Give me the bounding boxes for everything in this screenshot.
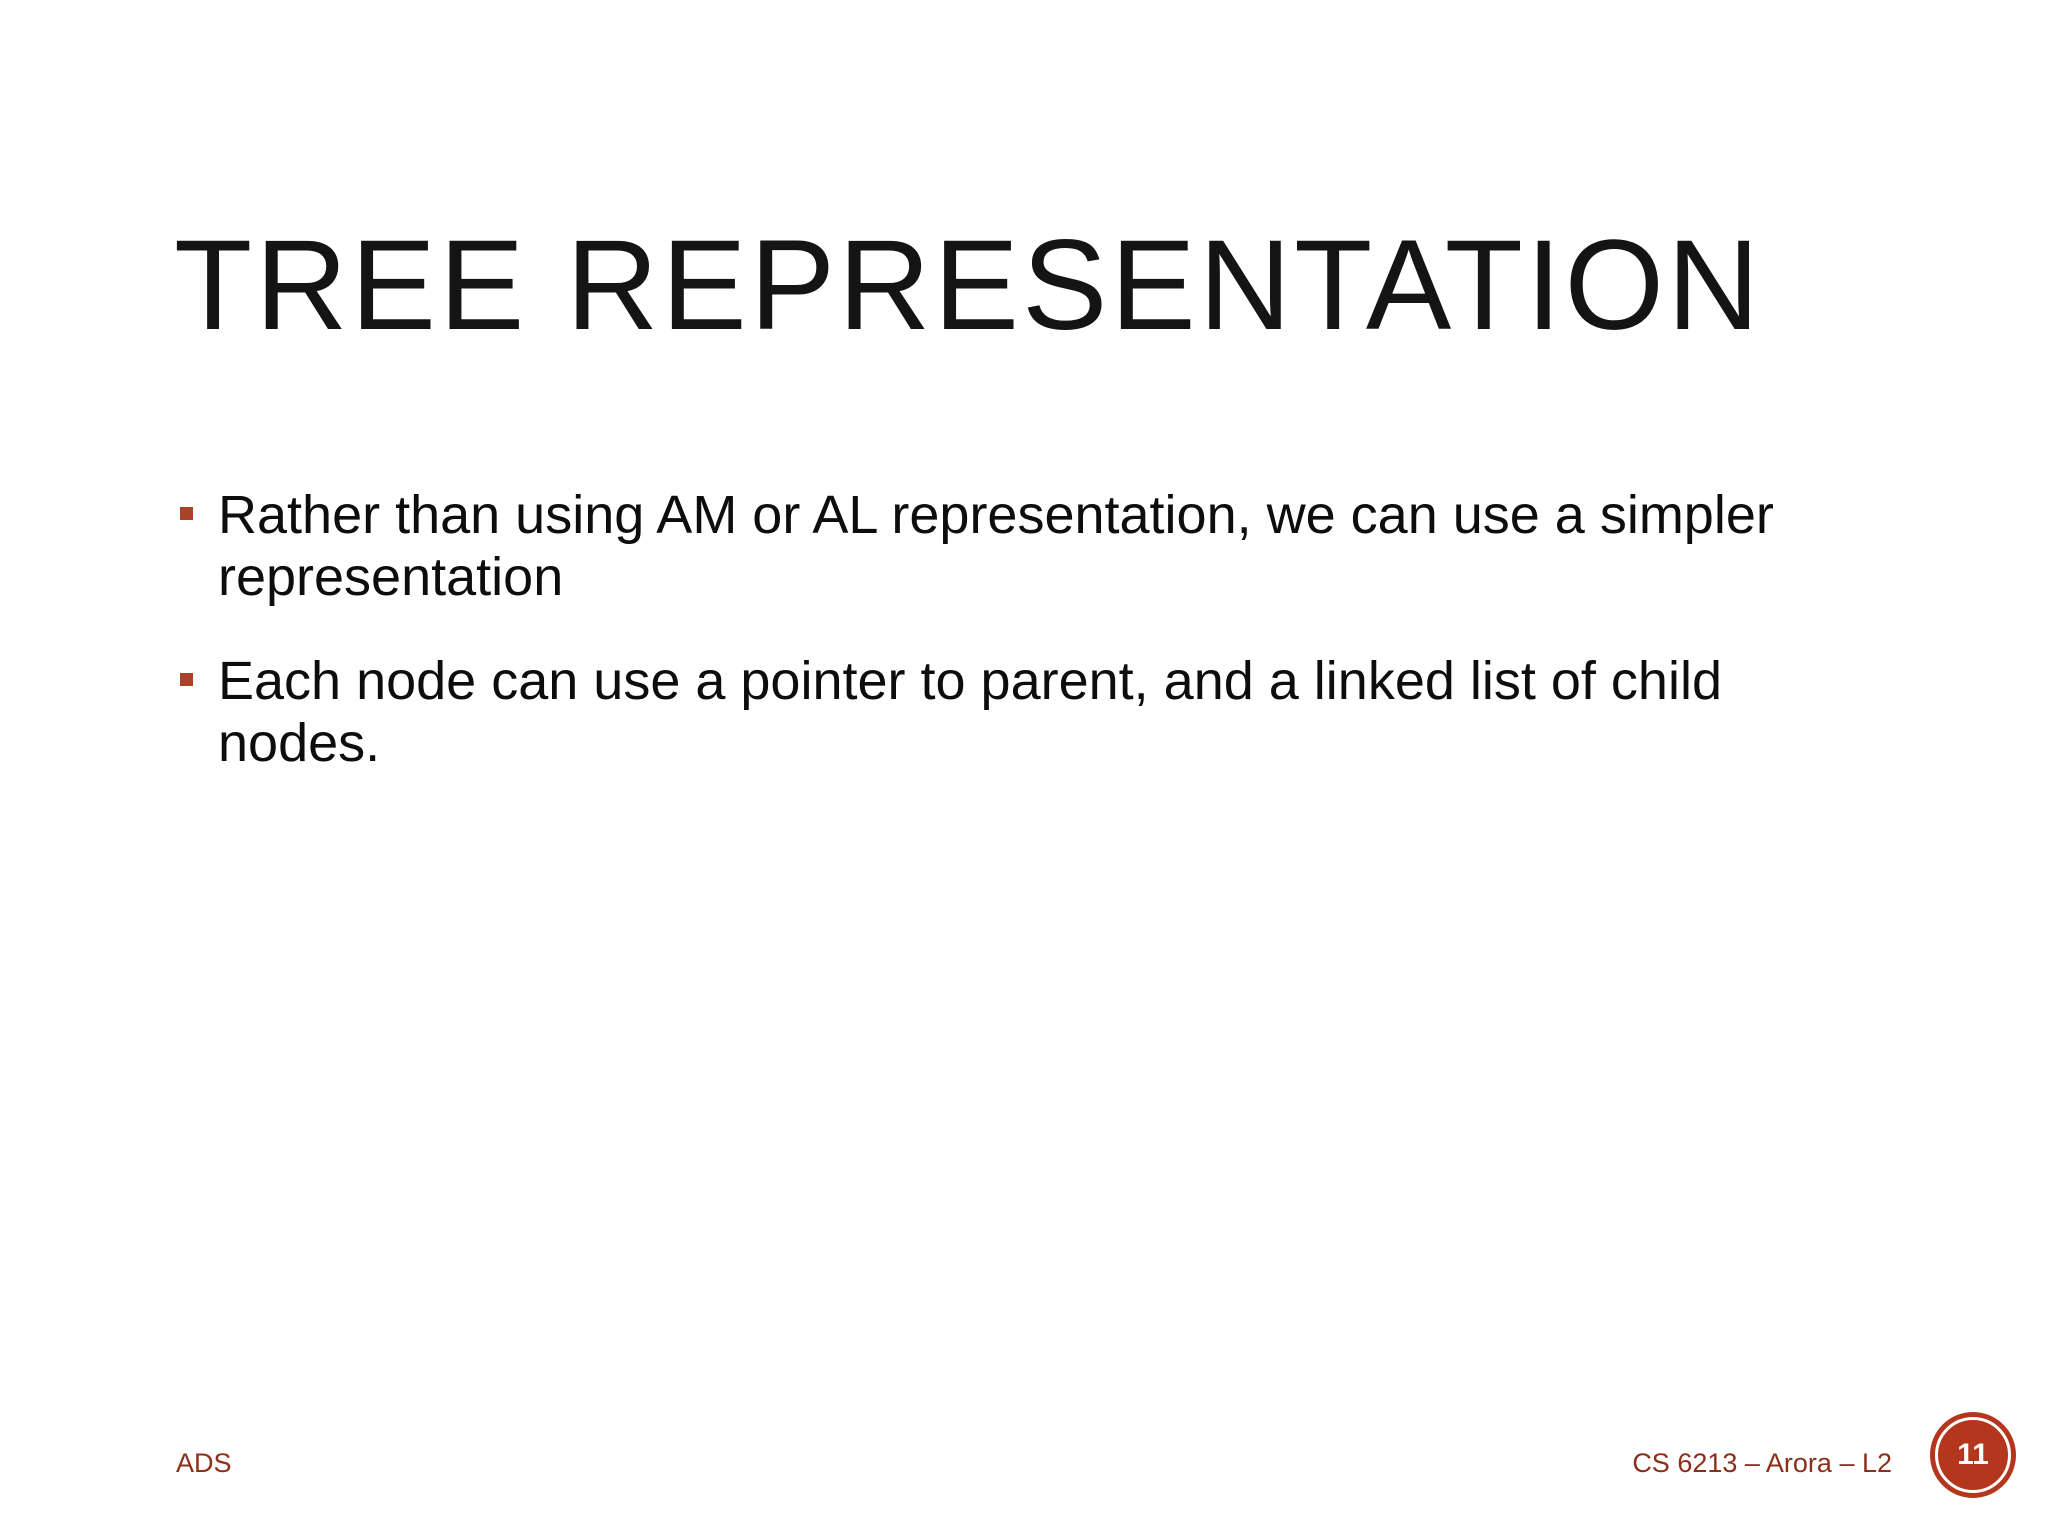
square-bullet-icon: [180, 507, 193, 520]
bullet-item: [172, 484, 1892, 608]
page-number-badge: [1930, 1412, 2016, 1498]
footer-course-label: ADS: [176, 1448, 232, 1478]
bullet-item: [172, 650, 1892, 774]
slide-title: TREE REPRESENTATION: [174, 214, 1763, 357]
bullet-text: Rather than using AM or AL representation, we can use a simpler representation: [218, 485, 1774, 607]
bullet-text: Each node can use a pointer to parent, and a linked list of child nodes.: [218, 651, 1722, 773]
page-number: 11: [1957, 1438, 1989, 1471]
bullet-list: [172, 484, 1892, 816]
square-bullet-icon: [180, 673, 193, 686]
footer-lecture-label: CS 6213 – Arora – L2: [1632, 1448, 1892, 1478]
